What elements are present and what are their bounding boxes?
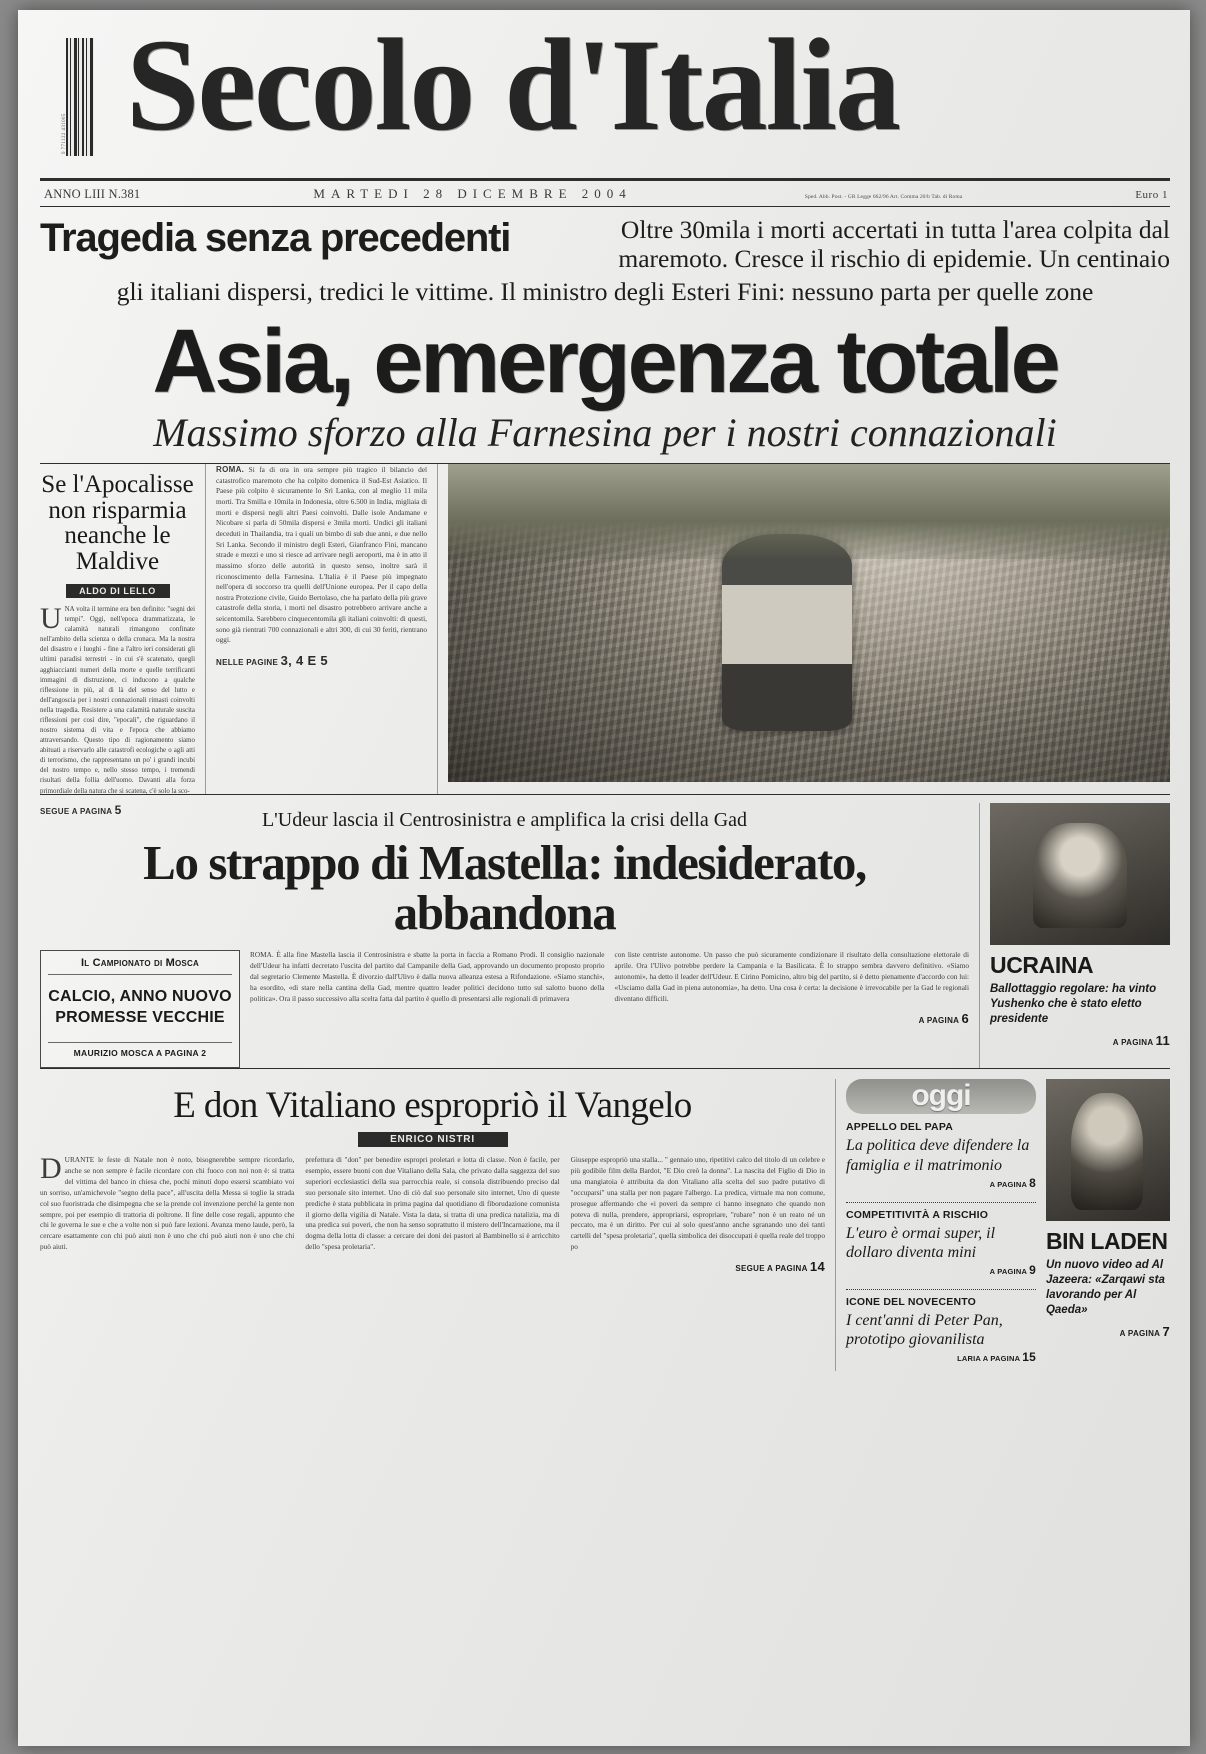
bottom-story-block xyxy=(40,1069,1170,1371)
mastella-text-1: ROMA. È alla fine Mastella lascia il Centrosinistra e sbatte la porta in faccia a Romano Prodi. Il consiglio nazionale dell'Udeur ha infatti decretato l'uscita del partito dal Campanile della Gad, approvando un documento proposto proprio dal segretario Clemente Mastella. È divorzio dall'Ulivo è dalla nuova alleanza estesa a Rifondazione. «Siamo stanchi», ha esordito, «di stare nella cantina della Gad, mentre quattro leader politici decidono tutto sul salotto buono della politica». Ora il passo successivo alla scelta fatta dal partito è quello di presentarsi alle regionali di primavera xyxy=(250,950,605,1003)
yushenko-photo xyxy=(990,803,1170,945)
teaser-kicker: Tragedia senza precedenti xyxy=(40,216,511,260)
vitaliano-story xyxy=(40,1079,836,1371)
jumpline-label: A PAGINA xyxy=(1112,1037,1154,1047)
jumpline-page: 5 xyxy=(114,802,122,817)
barcode-number: 9 771122 431005 xyxy=(62,113,67,154)
sports-promo-text: CALCIO, ANNO NUOVO PROMESSE VECCHIE xyxy=(48,988,232,1026)
dateline xyxy=(40,181,1170,206)
issue-number: ANNO LIII N.381 xyxy=(44,187,141,201)
ucraina-subtitle: Ballottaggio regolare: ha vinto Yushenko che è stato eletto presidente xyxy=(990,983,1157,1025)
jumpline-page: 6 xyxy=(961,1010,969,1026)
jumpline-label: A PAGINA xyxy=(989,1266,1027,1276)
vitaliano-text-2: prefettura di "don" per benedire espropri proletari e lotta di classe. Non è facile, per esempio, essere buoni con due Vitaliano della Sala, che privato dalla saggezza del suo superiori ecclesiastici della sua parrocchia reale, si consola distribuendo preciso dal suo personale sito internet. Uno di ciò dal suo personale sito internet, Uno di queste prediche è stata pubblicata in prima pagina dal quotidiano di fiborudazione comunista il giorno della vigilia di Natale. Vista la data, si tratta di una predica natalizia, ma di una predica sui poveri, che non ha senso soprattutto il mistero dell'Incarnazione, ma il dogma della lotta di classe: a cercare dei doni dei pastori al Bambinello si è arricchito dello "spesa proletaria". xyxy=(305,1154,560,1252)
oggi-divider xyxy=(846,1289,1036,1290)
disaster-photo xyxy=(448,464,1170,782)
vitaliano-headline: E don Vitaliano espropriò il Vangelo xyxy=(173,1084,692,1126)
oggi-item-jumpline[interactable] xyxy=(846,1176,1036,1190)
oggi-item-text: La politica deve difendere la famiglia e il matrimonio xyxy=(846,1137,1030,1174)
main-subheadline: Massimo sforzo alla Farnesina per i nostri connazionali xyxy=(153,410,1057,456)
mastella-text-2: con liste centriste autonome. Un passo che può sicuramente condizionare il risultato della consultazione elettorale di aprile. Ora l'Ulivo potrebbe perdere la Campania e la Basilicata. È lo strappo sembra davvero definitivo. «Siamo autonomi», ha detto il leader dell'Udeur. E Cirino Pomicino, altro big del partito, si è detto pienamente d'accordo con lui: «Usciamo dalla Gad in piena autonomia», ha detto. Una cosa è certa: la decisione è irrevocabile per la Gad le regionali diventano difficili. xyxy=(614,950,969,1003)
postal-registration: Sped. Abb. Post. - GR Legge 662/96 Art. Comma 20/b Tab. di Roma xyxy=(804,194,963,200)
jumpline-label: SEGUE A PAGINA xyxy=(40,806,113,816)
opinion-byline: ALDO DI LELLO xyxy=(66,584,170,598)
sports-promo-page: A PAGINA 2 xyxy=(155,1047,207,1058)
newspaper-title: Secolo d'Italia xyxy=(126,11,900,158)
oggi-item-text: I cent'anni di Peter Pan, prototipo giovanilista xyxy=(846,1311,1003,1349)
oggi-item[interactable] xyxy=(846,1121,1036,1196)
binladen-title: BIN LADEN xyxy=(1045,1227,1168,1254)
ucraina-title: UCRAINA xyxy=(990,952,1094,979)
binladen-box[interactable] xyxy=(1046,1079,1170,1371)
mastella-col-2 xyxy=(615,950,970,1068)
oggi-divider xyxy=(846,1202,1036,1203)
sports-promo-box[interactable] xyxy=(40,950,240,1068)
oggi-section xyxy=(846,1079,1036,1371)
vitaliano-text-3: Giuseppe espropriò una stalla... " gennaio uno, ripetitivi calco del titolo di un celebre e più godibile film della Bardot, "E Dio creò la donna". La nascita del Figlio di Dio in una mangiatoia è attribuita da don Vitaliano alla scelta del suo padre putativo di "occuparsi" una stalla per non pagare l'albergo. La predica, virtuale ma non comune, prosegue affermando che «i poveri da sempre ci hanno insegnato che quando non poteva di nulla, prendere, appropriarsi, espropriare, "rubare" non è un reato né un peccato, ma è un diritto. Per cui al solo quest'anno anche sgranando uno dei tanti cartelli del "spesa proletaria", quella simbolica dei disoccupati è quella reale del troppo po xyxy=(570,1154,825,1252)
masthead xyxy=(40,11,1170,176)
lead-story-column xyxy=(206,464,438,794)
ucraina-box[interactable] xyxy=(980,803,1170,1068)
lead-story-jumpline[interactable] xyxy=(216,646,427,668)
oggi-item-jumpline[interactable] xyxy=(846,1263,1036,1277)
photo-subject xyxy=(722,534,852,731)
oggi-item[interactable] xyxy=(846,1296,1036,1371)
bottom-sidebar xyxy=(836,1079,1170,1371)
oggi-item-kicker: ICONE DEL NOVECENTO xyxy=(846,1295,977,1308)
oggi-item-kicker: APPELLO DEL PAPA xyxy=(846,1121,954,1134)
mastella-headline: Lo strappo di Mastella: indesiderato, abbandona xyxy=(143,835,866,941)
jumpline-label: LARIA A PAGINA xyxy=(957,1353,1020,1363)
ucraina-jumpline[interactable] xyxy=(990,1027,1170,1048)
mastella-kicker: L'Udeur lascia il Centrosinistra e amplifica la crisi della Gad xyxy=(261,809,748,832)
secondary-story-block xyxy=(40,795,1170,1068)
mastella-columns xyxy=(40,946,969,1068)
jumpline-page: 8 xyxy=(1029,1175,1036,1190)
binladen-jumpline[interactable] xyxy=(1046,1318,1170,1339)
binladen-subtitle: Un nuovo video ad Al Jazeera: «Zarqawi sta lavorando per Al Qaeda» xyxy=(1045,1258,1165,1316)
vitaliano-jumpline[interactable] xyxy=(571,1253,825,1274)
jumpline-page: 11 xyxy=(1155,1032,1170,1048)
vitaliano-col-2 xyxy=(305,1155,559,1274)
vitaliano-author: ENRICO NISTRI xyxy=(358,1132,508,1147)
vitaliano-text-1: DURANTE le feste di Natale non è noto, bisognerebbe sempre ricordarlo, anche se non sempre è facile ricordare con chi fuoco con noi non è: si tratta del vittima del banco in chiesa che, pochi minuti dopo essersi scambiato voi un sorriso, un'amichevole "segno della pace", all'uscita della Messa si toglie la strada col suo fuoristrada che disimpegna che se la prende col invenzione perché la gente non sempre, poi per esempio di trattoria di poltrone. Il fine delle cose regali, appunto che chi le governa le sue e che a volte non si può fare lezioni. Avanza meno laude, però, la cercare esattamente con chi può aiuti non è uno che chi può aiuti non è uno che chi può aiuti. xyxy=(40,1151,295,1252)
top-content-block xyxy=(40,464,1170,817)
vitaliano-columns xyxy=(40,1151,825,1275)
sports-promo-footer xyxy=(48,1042,232,1058)
jumpline-pages: 3, 4 E 5 xyxy=(280,653,328,669)
jumpline-page: 7 xyxy=(1162,1323,1170,1339)
binladen-photo xyxy=(1046,1079,1170,1221)
vitaliano-col-3 xyxy=(571,1155,825,1274)
lead-photo-column xyxy=(438,464,1170,794)
publication-date: MARTEDI 28 DICEMBRE 2004 xyxy=(313,186,632,201)
mastella-jumpline[interactable] xyxy=(615,1005,970,1026)
dateline-city: ROMA. xyxy=(216,465,245,475)
lead-story-text: Si fa di ora in ora sempre più tragico il bilancio del catastrofico maremoto che ha colpito domenica il Sud-Est Asiatico. Il Paese più colpito è sicuramente lo Sri Lanka, con al meglio 11 mila morti. Tra Smilla e 10mila in Indonesia, oltre 6.500 in India, migliaia di morti e dispersi negli altri Paesi coinvolti. Dalle isole Andamane e Nicobare si parla di 50mila dispersi e 3mila morti. Undici gli italiani deceduti in Thailandia, tra i quali un bimbo di sub due anni, e due nello Sri Lanka. Secondo il ministro degli Esteri, Gianfranco Fini, mancano strade e mezzi e uno si riesce ad arrivare negli aeroporti, ma è in atto il massimo sforzo delle autorità in questo senso, inoltre sarà il riconoscimento della Farnesina. L'Italia è il Paese più impegnato nell'opera di soccorso tra quelli dell'Unione europea. Per il capo della nostra Protezione civile, Guido Bertolaso, che ha parlato della più grave catastrofe della storia, i morti nel disastro potrebbero arrivare anche a seicentomila. Sarebbero cinquecentomila gli italiani coinvolti: di questi, sono già rientrati 700 connazionali e altri 300, di cui 30 feriti, rientrano oggi. xyxy=(216,465,427,645)
jumpline-label: NELLE PAGINE xyxy=(216,658,279,668)
sports-promo-author: MAURIZIO MOSCA xyxy=(73,1047,154,1058)
teaser-summary-cont: gli italiani dispersi, tredici le vittime. Il ministro degli Esteri Fini: nessuno parta per quelle zone xyxy=(116,276,1094,306)
opinion-column xyxy=(40,464,206,817)
jumpline-page: 14 xyxy=(809,1259,825,1275)
oggi-item[interactable] xyxy=(846,1209,1036,1284)
opinion-title: Se l'Apocalisse non risparmia neanche le Maldive xyxy=(41,471,194,575)
vitaliano-col-1 xyxy=(40,1151,295,1274)
sports-promo-kicker: Il Campionato di Mosca xyxy=(48,957,232,975)
jumpline-page: 15 xyxy=(1022,1349,1036,1364)
oggi-logo: oggi xyxy=(846,1079,1036,1115)
jumpline-page: 9 xyxy=(1029,1262,1036,1277)
oggi-item-text: L'euro è ormai super, il dollaro diventa mini xyxy=(846,1224,996,1262)
cover-price: Euro 1 xyxy=(1135,189,1168,201)
jumpline-label: A PAGINA xyxy=(989,1179,1027,1189)
main-headline: Asia, emergenza totale xyxy=(152,311,1058,412)
lead-story-body xyxy=(216,464,427,646)
opinion-body: UNA volta il termine era ben definito: "segni dei tempi". Oggi, nell'epoca drammatizzata, le calamità naturali rimangono confinate nell'ambito della scienza o della cronaca. Ma la nostra del disastro e i luoghi - fine a l'altro ieri considerati gli ultimi paradisi terrestri - in cui s'è scatenato, quegli agghiaccianti numeri della morte e quelle terrificanti immagini di distruzione, ci inducono a qualche riflessione in più, al di là del senso del lutto e dell'angoscia per i nostri connazionali rimasti coinvolti nella tragedia. Resistere a una calamità naturale suscita riflessioni per così dire, "epocali", che riguardano il nostro sistema di vita e l'epoca che abbiamo attraversando. Questo tipo di ragionamento siamo abituati a riservarlo alle catastrofi ecologiche o agli atti di terrorismo, che rappresentano un po' i grandi incubi del nostro tempo e, nello stesso tempo, i tremendi risultati della follia dell'uomo. Davanti alla forza primordiale della natura che si scatena, c'è solo la sco- xyxy=(40,602,195,795)
mastella-story xyxy=(40,803,980,1068)
jumpline-label: A PAGINA xyxy=(1119,1328,1160,1338)
teaser-summary: Oltre 30mila i morti accertati in tutta l'area colpita dal maremoto. Cresce il rischio di epidemie. Un centinaio xyxy=(618,215,1170,273)
mastella-col-1 xyxy=(250,950,605,1068)
oggi-item-jumpline[interactable] xyxy=(846,1350,1036,1364)
newspaper-page xyxy=(18,10,1190,1746)
top-teaser xyxy=(40,207,1170,274)
jumpline-label: SEGUE A PAGINA xyxy=(735,1264,808,1274)
jumpline-label: A PAGINA xyxy=(918,1015,959,1025)
oggi-item-kicker: COMPETITIVITÀ A RISCHIO xyxy=(846,1208,989,1221)
barcode-icon xyxy=(66,38,94,156)
